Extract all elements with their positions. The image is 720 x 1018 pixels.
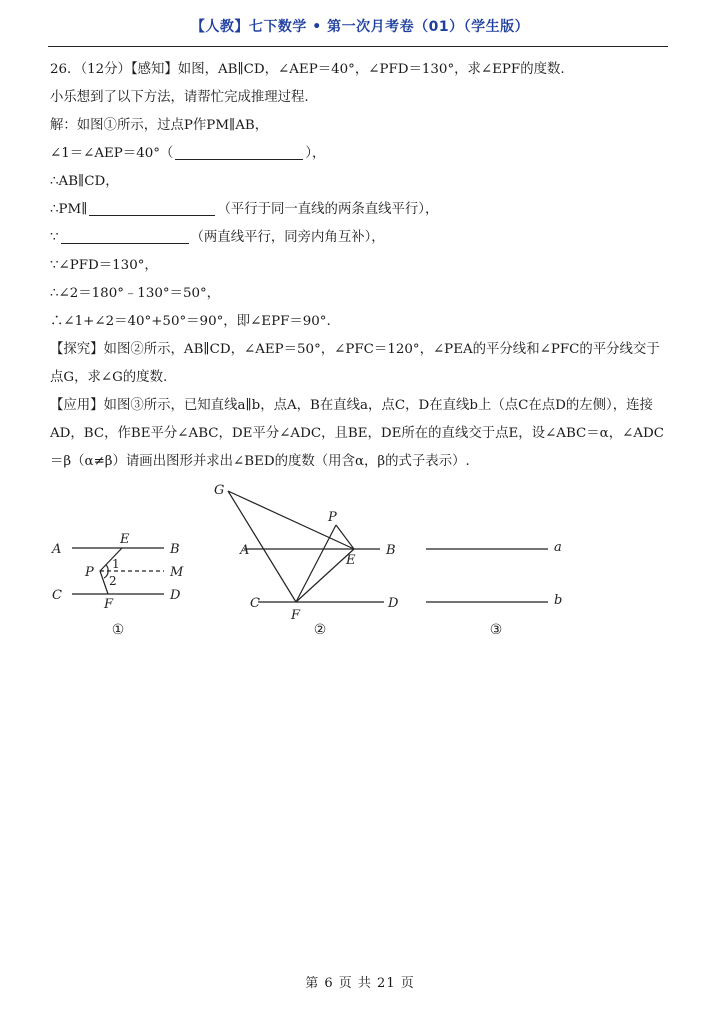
line-4-end: ）， (305, 146, 326, 161)
page-footer: 第 6 页 共 21 页 (305, 976, 415, 991)
problem-line-10: ∴∠1+∠2＝40°+50°＝90°，即∠EPF＝90°. (50, 314, 331, 329)
problem-line-6 (50, 196, 672, 224)
fig3-caption: ③ (489, 622, 503, 638)
problem-line-2: 小乐想到了以下方法，请帮忙完成推理过程. (50, 90, 309, 105)
fig2-label-c: C (250, 596, 260, 611)
page-header: 【人教】七下数学 • 第一次月考卷（01）（学生版） (190, 19, 530, 35)
fig1-label-c: C (52, 588, 62, 603)
fig2-label-p: P (328, 510, 337, 525)
fig1-label-angle-2: 2 (109, 574, 117, 588)
problem-line-8: ∵∠PFD＝130°， (50, 258, 158, 273)
fig1-label-f: F (104, 597, 114, 612)
fig3-label-a: a (554, 540, 562, 555)
fig2-label-f: F (291, 608, 301, 623)
fig2-line-pf (296, 525, 336, 602)
fig1-label-a: A (52, 542, 62, 557)
problem-line-7 (50, 224, 672, 252)
problem-apply: 【应用】如图③所示，已知直线a∥b，点A，B在直线a，点C，D在直线b上（点C在点D的左侧），连接AD，BC，作BE平分∠ABC，DE平分∠ADC，且BE，DE所在的直线交于点E，设∠ABC＝α，∠ADC＝β（α≠β）请画出图形并求出∠BED的度数（用含α，β的式子表示）. (50, 398, 664, 469)
problem-text (50, 56, 672, 476)
problem-line-3: 解：如图①所示，过点P作PM∥AB， (50, 118, 269, 133)
answer-blank-1[interactable] (175, 143, 303, 160)
problem-line-9: ∴∠2＝180°﹣130°＝50°， (50, 286, 221, 301)
problem-explore: 【探究】如图②所示，AB∥CD，∠AEP＝50°，∠PFC＝120°，∠PEA的平分线和∠PFC的平分线交于点G，求∠G的度数. (50, 342, 660, 385)
line-6-start: ∴PM∥ (50, 202, 88, 217)
line-7-start: ∵ (50, 230, 59, 245)
fig2-caption: ② (313, 622, 327, 638)
fig2-label-e: E (346, 553, 356, 568)
fig1-label-angle-1: 1 (112, 557, 120, 571)
answer-blank-3[interactable] (61, 227, 189, 244)
fig2-label-g: G (214, 483, 225, 498)
fig2-label-d: D (388, 596, 399, 611)
answer-blank-2[interactable] (89, 199, 215, 216)
fig1-label-d: D (170, 588, 181, 603)
problem-line-1: 26．（12分）【感知】如图，AB∥CD，∠AEP＝40°，∠PFD＝130°，求∠EPF的度数. (50, 62, 565, 77)
fig1-arc-2 (104, 571, 108, 578)
fig1-label-p: P (85, 565, 94, 580)
header-rule (48, 46, 668, 47)
problem-line-4 (50, 140, 672, 168)
fig2-label-a: A (240, 543, 250, 558)
fig3-label-b: b (554, 593, 563, 608)
fig1-caption: ① (111, 622, 125, 638)
fig1-label-b: B (170, 542, 180, 557)
fig2-line-gf (228, 491, 296, 602)
fig1-arc-1 (106, 565, 108, 571)
figures-panel (48, 478, 568, 640)
line-7-end: （两直线平行，同旁内角互补）， (190, 230, 385, 245)
fig1-label-e: E (120, 532, 130, 547)
line-4-start: ∠1＝∠AEP＝40°（ (50, 146, 174, 161)
problem-line-5: ∴AB∥CD， (50, 174, 119, 189)
fig1-label-m: M (170, 565, 184, 580)
fig2-label-b: B (386, 543, 396, 558)
line-6-end: （平行于同一直线的两条直线平行）， (217, 202, 439, 217)
